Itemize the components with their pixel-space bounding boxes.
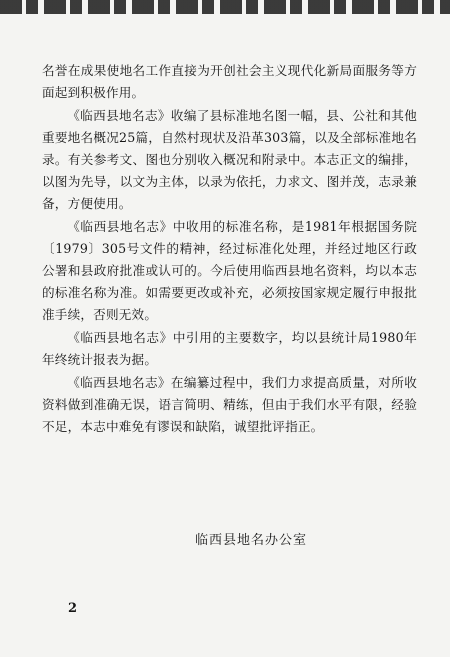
page-body [42, 60, 417, 439]
scan-top-edge-artifact [0, 0, 450, 14]
paragraph-2: 《临西县地名志》收编了县标准地名图一幅，县、公社和其他重要地名概况25篇，自然村现状及沿革303篇，以及全部标准地名录。有关参考文、图也分别收入概况和附录中。本志正文的编排，以图为先导，以文为主体，以录为依托，力求文、图并茂，志录兼备，方便使用。 [42, 108, 417, 211]
paragraph-4: 《临西县地名志》中引用的主要数字，均以县统计局1980年年终统计报表为据。 [42, 330, 417, 367]
signature-office: 临西县地名办公室 [195, 533, 308, 548]
paragraph-5: 《临西县地名志》在编纂过程中，我们力求提高质量，对所收资料做到准确无误，语言简明、精练，但由于我们水平有限，经验不足，本志中难免有谬误和缺陷，诚望批评指正。 [42, 375, 417, 434]
paragraph-1: 名誉在成果使地名工作直接为开创社会主义现代化新局面服务等方面起到积极作用。 [42, 63, 417, 100]
page-number: 2 [68, 601, 78, 616]
paragraph-3: 《临西县地名志》中收用的标准名称，是1981年根据国务院〔1979〕305号文件的精神，经过标准化处理，并经过地区行政公署和县政府批准或认可的。今后使用临西县地名资料，均以本志的标准名称为准。如需要更改或补充，必须按国家规定履行申报批准手续，否则无效。 [42, 219, 417, 322]
